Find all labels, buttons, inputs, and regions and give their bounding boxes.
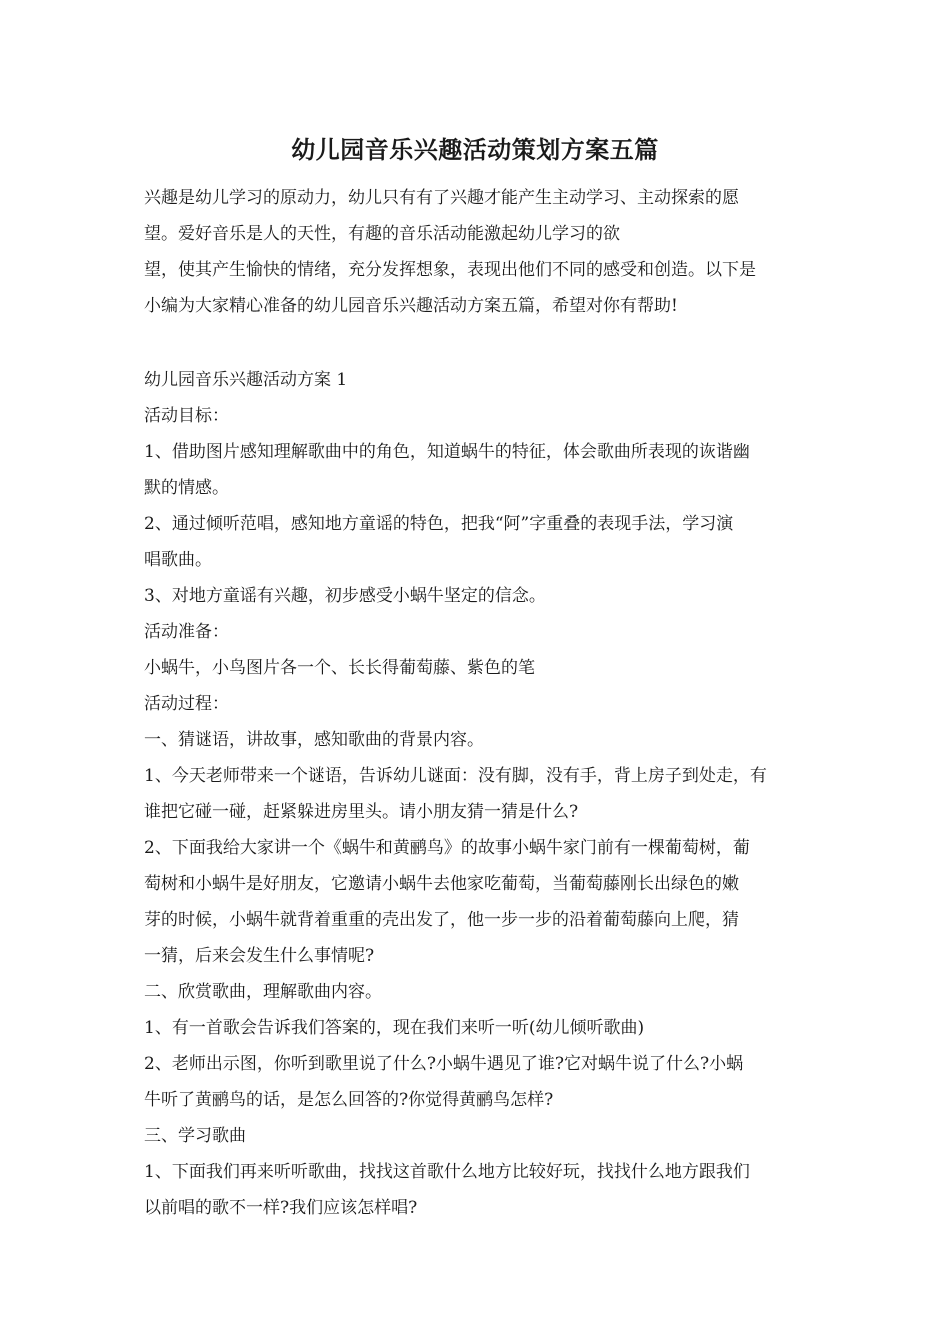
document-title: 幼儿园音乐兴趣活动策划方案五篇: [291, 135, 659, 164]
body-line: 小蜗牛，小鸟图片各一个、长长得葡萄藤、紫色的笔: [144, 658, 535, 678]
body-line: 3、对地方童谣有兴趣，初步感受小蜗牛坚定的信念。: [144, 586, 546, 606]
body-line: 2、下面我给大家讲一个《蜗牛和黄鹂鸟》的故事小蜗牛家门前有一棵葡萄树，葡: [144, 838, 750, 858]
intro-line: 望。爱好音乐是人的天性，有趣的音乐活动能激起幼儿学习的欲: [144, 224, 620, 244]
section-heading: 幼儿园音乐兴趣活动方案 1: [144, 370, 348, 390]
body-line: 谁把它碰一碰，赶紧躲进房里头。请小朋友猜一猜是什么?: [144, 802, 579, 822]
body-line: 以前唱的歌不一样?我们应该怎样唱?: [144, 1198, 418, 1218]
body-line: 2、通过倾听范唱，感知地方童谣的特色，把我“阿”字重叠的表现手法，学习演: [144, 514, 734, 534]
body-line: 默的情感。: [144, 478, 229, 498]
body-line: 芽的时候，小蜗牛就背着重重的壳出发了，他一步一步的沿着葡萄藤向上爬，猜: [144, 910, 739, 930]
intro-line: 小编为大家精心准备的幼儿园音乐兴趣活动方案五篇，希望对你有帮助!: [144, 296, 678, 316]
body-line: 牛听了黄鹂鸟的话，是怎么回答的?你觉得黄鹂鸟怎样?: [144, 1090, 554, 1110]
body-line: 活动目标：: [144, 406, 229, 426]
body-line: 1、有一首歌会告诉我们答案的，现在我们来听一听(幼儿倾听歌曲): [144, 1018, 645, 1038]
body-line: 一、猜谜语，讲故事，感知歌曲的背景内容。: [144, 730, 484, 750]
body-line: 1、借助图片感知理解歌曲中的角色，知道蜗牛的特征，体会歌曲所表现的诙谐幽: [144, 442, 750, 462]
body-line: 活动准备：: [144, 622, 229, 642]
body-line: 萄树和小蜗牛是好朋友，它邀请小蜗牛去他家吃葡萄，当葡萄藤刚长出绿色的嫩: [144, 874, 739, 894]
intro-line: 兴趣是幼儿学习的原动力，幼儿只有有了兴趣才能产生主动学习、主动探索的愿: [144, 188, 739, 208]
intro-line: 望，使其产生愉快的情绪，充分发挥想象，表现出他们不同的感受和创造。以下是: [144, 260, 756, 280]
body-line: 二、欣赏歌曲，理解歌曲内容。: [144, 982, 382, 1002]
body-line: 一猜，后来会发生什么事情呢?: [144, 946, 375, 966]
body-line: 三、学习歌曲: [144, 1126, 246, 1146]
body-line: 活动过程：: [144, 694, 229, 714]
body-line: 唱歌曲。: [144, 550, 212, 570]
body-line: 1、下面我们再来听听歌曲，找找这首歌什么地方比较好玩，找找什么地方跟我们: [144, 1162, 750, 1182]
body-line: 1、今天老师带来一个谜语，告诉幼儿谜面：没有脚，没有手，背上房子到处走，有: [144, 766, 767, 786]
body-line: 2、老师出示图，你听到歌里说了什么?小蜗牛遇见了谁?它对蜗牛说了什么?小蜗: [144, 1054, 744, 1074]
